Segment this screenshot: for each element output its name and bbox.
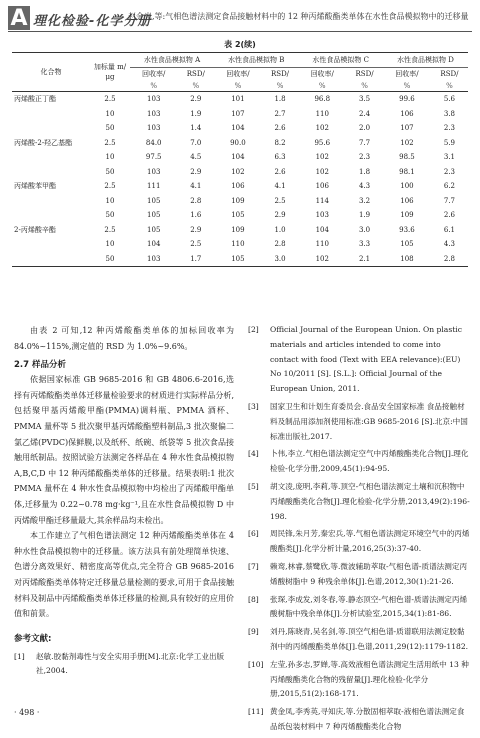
cell-rsd: 7.7 <box>358 138 371 147</box>
cell-recovery: 100 <box>400 182 414 191</box>
reference-number: [3] <box>248 401 259 411</box>
cell-recovery: 104 <box>231 153 245 162</box>
cell-recovery: 101 <box>231 95 245 104</box>
header-unit: % <box>446 81 453 90</box>
table-row <box>12 194 468 209</box>
cell-rsd: 3.8 <box>443 109 456 118</box>
cell-rsd: 1.8 <box>274 95 286 104</box>
reference-number: [9] <box>248 627 259 637</box>
cell-recovery: 99.6 <box>399 95 415 104</box>
cell-recovery: 102 <box>315 167 329 176</box>
reference-text: 黄金凤,李秀英,寻知庆,等.分散固相萃取-液相色谱法测定食品纸包装材料中 7 种丙烯酸酯类化合物 <box>270 707 465 731</box>
header-compound: 化合物 <box>40 68 62 76</box>
cell-rsd: 5.6 <box>443 95 456 104</box>
cell-rsd: 1.9 <box>358 211 371 220</box>
cell-recovery: 105 <box>147 211 161 220</box>
cell-recovery: 84.0 <box>145 138 162 147</box>
header-simulant-d: 水性食品模拟物 D <box>383 53 468 68</box>
conclusion-paragraph: 本工作建立了气相色谱法测定 12 种丙烯酸酯类单体在 4 种水性食品模拟物中的迁移量。该方法具有前处理简单快速、色谱分离效果好、精密度高等优点,完全符合 GB 9685-2016 对丙烯酸酯类单体特定迁移量总量检测的要求,可用于食品接触材料及制品中丙烯酸酯类单体迁移量的检测,具有较好的应用价值和前景。 <box>14 531 234 619</box>
cell-recovery: 105 <box>231 211 245 220</box>
cell-rsd: 5.9 <box>443 138 456 147</box>
cell-rsd: 4.5 <box>190 153 202 162</box>
reference-item <box>248 527 470 557</box>
header-recovery: 回收率/ <box>395 70 419 78</box>
cell-recovery: 103 <box>147 109 161 118</box>
cell-recovery: 102 <box>231 167 245 176</box>
cell-rsd: 6.2 <box>443 182 456 191</box>
cell-spike: 10 <box>105 196 115 205</box>
table-row <box>12 252 468 267</box>
cell-rsd: 2.5 <box>190 240 202 249</box>
reference-item <box>248 658 470 702</box>
cell-recovery: 110 <box>315 109 329 118</box>
table-row <box>12 237 468 252</box>
cell-recovery: 90.0 <box>230 138 246 147</box>
table-row <box>12 121 468 136</box>
header-rsd: RSD/ <box>271 70 290 78</box>
cell-rsd: 2.8 <box>190 196 202 205</box>
cell-recovery: 110 <box>231 240 245 249</box>
cell-rsd: 2.9 <box>190 225 202 234</box>
reference-text: 赖鸾,林睿,蔡鹭欣,等.微波辅助萃取-气相色谱-质谱法测定丙烯酸树脂中 9 种残余单体[J].色谱,2012,30(1):21-26. <box>270 561 468 586</box>
header-unit: % <box>361 81 368 90</box>
cell-rsd: 1.9 <box>190 109 202 118</box>
cell-recovery: 102 <box>315 254 329 263</box>
cell-recovery: 106 <box>400 109 414 118</box>
cell-recovery: 95.6 <box>314 138 331 147</box>
cell-recovery: 105 <box>147 196 161 205</box>
cell-recovery: 104 <box>147 240 161 249</box>
page-number: · 498 · <box>14 708 40 717</box>
table-row <box>12 208 468 223</box>
left-column <box>14 323 234 682</box>
header-rsd: RSD/ <box>355 70 374 78</box>
cell-recovery: 106 <box>231 182 245 191</box>
header-recovery: 回收率/ <box>310 70 334 78</box>
header-spike: 加标量 m/μg <box>93 63 127 81</box>
cell-rsd: 2.3 <box>443 124 456 133</box>
cell-recovery: 107 <box>231 109 245 118</box>
cell-recovery: 102 <box>400 138 414 147</box>
reference-text: 周民锋,朱月芳,秦宏兵,等.气相色谱法测定环境空气中的丙烯酸酯类[J].化学分析计量,2016,25(3):37-40. <box>270 529 470 554</box>
cell-rsd: 2.3 <box>443 167 456 176</box>
cell-recovery: 108 <box>400 254 414 263</box>
header-rsd: RSD/ <box>186 70 205 78</box>
reference-text: 张琛,李成发,刘冬春,等.静态顶空-气相色谱-质谱法测定丙烯酸树脂中残余单体[J].分析试验室,2015,34(1):81-86. <box>270 594 468 619</box>
cell-rsd: 1.0 <box>274 225 286 234</box>
cell-rsd: 2.0 <box>358 124 371 133</box>
cell-recovery: 96.8 <box>314 95 331 104</box>
running-header <box>0 0 480 38</box>
cell-recovery: 93.6 <box>399 225 415 234</box>
reference-text: 卜伟,李立.气相色谱法测定空气中丙烯酸酯类化合物[J].理化检验-化学分册,2009,45(1):94-95. <box>270 449 469 474</box>
cell-rsd: 2.3 <box>358 153 371 162</box>
cell-rsd: 1.7 <box>190 254 202 263</box>
cell-recovery: 114 <box>315 196 329 205</box>
cell-rsd: 2.9 <box>190 167 202 176</box>
header-unit: % <box>192 81 200 90</box>
journal-name: 理化检验-化学分册 <box>33 14 152 29</box>
cell-rsd: 1.8 <box>358 167 371 176</box>
reference-text: 左莹,孙多志,罗婵,等.高效液相色谱法测定生活用纸中 13 种丙烯酸酯类化合物的残留量[J].理化检验-化学分册,2015,51(2):168-171. <box>270 659 469 699</box>
cell-rsd: 3.5 <box>358 95 371 104</box>
reference-item <box>248 323 470 397</box>
cell-recovery: 106 <box>400 196 414 205</box>
cell-rsd: 6.3 <box>274 153 286 162</box>
recovery-table <box>12 52 468 267</box>
section-heading: 2.7 样品分析 <box>14 360 67 371</box>
reference-number: [5] <box>248 481 259 491</box>
cell-spike: 2.5 <box>104 95 116 104</box>
table-row <box>12 179 468 194</box>
reference-item <box>248 400 470 444</box>
reference-number: [11] <box>248 707 264 717</box>
cell-recovery: 103 <box>147 124 161 133</box>
reference-item <box>248 593 470 623</box>
cell-recovery: 97.5 <box>145 153 162 162</box>
header-rsd: RSD/ <box>440 70 459 78</box>
header-simulant-b: 水性食品模拟物 B <box>214 53 298 68</box>
cell-recovery: 105 <box>231 254 245 263</box>
reference-number: [2] <box>248 325 259 334</box>
cell-rsd: 2.6 <box>274 124 286 133</box>
cell-rsd: 4.3 <box>358 182 371 191</box>
cell-compound <box>12 208 90 223</box>
cell-recovery: 103 <box>147 167 161 176</box>
cell-rsd: 7.0 <box>190 138 202 147</box>
cell-recovery: 102 <box>315 124 329 133</box>
cell-rsd: 2.6 <box>443 211 456 220</box>
table-title: 表 2(续) <box>224 40 256 49</box>
reference-item: [1] 赵敏.胶黏剂毒性与安全实用手册[M].北京:化学工业出版社,2004. <box>14 651 225 676</box>
reference-text: 国家卫生和计划生育委员会.食品安全国家标准 食品接触材料及制品用添加剂使用标准:GB 9685-2016 [S].北京:中国标准出版社,2017. <box>270 401 468 441</box>
cell-compound: 2-丙烯酸辛酯 <box>14 225 56 234</box>
cell-compound <box>12 252 90 267</box>
cell-compound: 丙烯酸苯甲酯 <box>14 182 56 191</box>
cell-compound: 丙烯酸正丁酯 <box>14 95 56 104</box>
table-row <box>12 223 468 238</box>
cell-rsd: 3.0 <box>274 254 286 263</box>
cell-spike: 10 <box>105 153 115 162</box>
cell-recovery: 107 <box>400 124 414 133</box>
cell-spike: 2.5 <box>104 225 116 234</box>
cell-compound: 丙烯酸-2-羟乙基酯 <box>14 138 73 147</box>
cell-rsd: 1.6 <box>190 211 202 220</box>
cell-compound <box>12 121 90 136</box>
reference-item <box>248 447 470 477</box>
cell-compound <box>12 237 90 252</box>
cell-recovery: 109 <box>231 196 245 205</box>
reference-number: [8] <box>248 594 259 604</box>
reference-item <box>248 625 470 655</box>
header-divider <box>8 31 472 32</box>
cell-rsd: 2.8 <box>443 254 456 263</box>
reference-item <box>248 480 470 524</box>
cell-rsd: 6.1 <box>443 225 456 234</box>
reference-number: [10] <box>248 659 264 669</box>
cell-spike: 50 <box>105 254 115 263</box>
cell-recovery: 98.5 <box>399 153 415 162</box>
cell-rsd: 2.7 <box>274 109 286 118</box>
results-paragraph: 由表 2 可知,12 种丙烯酸酯类单体的加标回收率为 84.0%~115%,测定值的 RSD 为 1.0%~9.6%。 <box>14 326 234 351</box>
header-simulant-c: 水性食品模拟物 C <box>298 53 383 68</box>
cell-recovery: 110 <box>315 240 329 249</box>
running-title: 赵金光,等:气相色谱法测定食品接触材料中的 12 种丙烯酸酯类单体在水性食品模拟物中的迁移量 <box>128 12 469 21</box>
cell-recovery: 103 <box>147 95 161 104</box>
header-recovery: 回收率/ <box>226 70 250 78</box>
cell-compound <box>12 107 90 122</box>
cell-spike: 50 <box>105 124 115 133</box>
table-row <box>12 136 468 151</box>
references-heading: 参考文献: <box>14 633 52 644</box>
cell-recovery: 103 <box>315 211 329 220</box>
header-unit: % <box>403 81 411 90</box>
header-recovery: 回收率/ <box>142 70 166 78</box>
cell-rsd: 2.9 <box>190 95 202 104</box>
cell-rsd: 3.2 <box>358 196 371 205</box>
table-row <box>12 107 468 122</box>
cell-rsd: 2.4 <box>358 109 371 118</box>
header-simulant-a: 水性食品模拟物 A <box>130 53 214 68</box>
cell-rsd: 3.0 <box>358 225 371 234</box>
cell-rsd: 7.7 <box>443 196 456 205</box>
cell-recovery: 109 <box>231 225 245 234</box>
reference-item <box>248 560 470 590</box>
cell-rsd: 2.5 <box>274 196 286 205</box>
journal-logo: A <box>8 6 30 30</box>
cell-rsd: 2.6 <box>274 167 286 176</box>
sample-analysis-paragraph: 依据国家标准 GB 9685-2016 和 GB 4806.6-2016,选择有丙烯酸酯类单体迁移量检验要求的材质进行实际样品分析,包括聚甲基丙烯酸甲酯(PMMA)调料瓶、PMMA 酒杯、PMMA 量杯等 5 批次聚甲基丙烯酸酯塑料制品,3 批次聚偏二氯乙烯(PVDC)保鲜膜,以及纸杯、纸碗、纸袋等 5 批次食品接触用纸制品。按照试验方法测定各样品在 4 种水性食品模拟物 A,B,C,D 中 12 种丙烯酸酯类单体的迁移量。结果表明:1 批次 PMMA 量杯在 4 种水性食品模拟物中均检出了丙烯酸甲酯单体,迁移量为 0.22~0.78 mg·kg⁻¹,且在水性食品模拟物 D 中丙烯酸甲酯迁移量最大,其余样品均未检出。 <box>14 375 234 525</box>
reference-item <box>248 705 470 735</box>
reference-number: [7] <box>248 561 259 571</box>
reference-text: 刘丹,陈晓青,吴名剑,等.顶空气相色谱-质谱联用法测定胶黏剂中的丙烯酸酯类单体[J].色谱,2011,29(12):1179-1182. <box>270 627 469 651</box>
cell-rsd: 3.3 <box>358 240 371 249</box>
table-row <box>12 165 468 180</box>
right-column <box>248 323 470 738</box>
header-unit: % <box>234 81 242 90</box>
cell-recovery: 111 <box>147 182 161 191</box>
cell-spike: 2.5 <box>104 182 116 191</box>
cell-rsd: 4.1 <box>190 182 202 191</box>
cell-rsd: 2.1 <box>358 254 371 263</box>
reference-text: Official Journal of the European Union. On plastic materials and articles intended to come into contact with food (Text with EEA relevance):(EU) No 10/2011 [S]. [S.L.]: Official Journal of the European Union, 2011. <box>270 325 462 394</box>
cell-rsd: 1.4 <box>190 124 202 133</box>
cell-spike: 2.5 <box>104 138 116 147</box>
cell-recovery: 104 <box>231 124 245 133</box>
cell-recovery: 109 <box>400 211 414 220</box>
cell-rsd: 2.9 <box>274 211 286 220</box>
header-unit: % <box>276 81 284 90</box>
table-row <box>12 92 468 107</box>
cell-recovery: 106 <box>315 182 329 191</box>
header-unit: % <box>150 81 158 90</box>
cell-rsd: 3.1 <box>443 153 456 162</box>
cell-spike: 10 <box>105 109 115 118</box>
reference-text: 胡文凌,庞明,李莉,等.顶空-气相色谱法测定土壤和沉积物中丙烯酸酯类化合物[J].理化检验-化学分册,2013,49(2):196-198. <box>270 481 470 521</box>
table-row <box>12 150 468 165</box>
cell-rsd: 8.2 <box>274 138 286 147</box>
cell-rsd: 2.8 <box>274 240 286 249</box>
cell-rsd: 4.3 <box>443 240 456 249</box>
cell-spike: 50 <box>105 167 115 176</box>
cell-recovery: 102 <box>315 153 329 162</box>
cell-compound <box>12 165 90 180</box>
cell-compound <box>12 150 90 165</box>
cell-spike: 10 <box>105 240 115 249</box>
cell-recovery: 105 <box>400 240 414 249</box>
cell-rsd: 4.1 <box>274 182 286 191</box>
cell-compound <box>12 194 90 209</box>
cell-recovery: 98.1 <box>399 167 415 176</box>
reference-number: [4] <box>248 449 259 459</box>
cell-recovery: 103 <box>147 254 161 263</box>
reference-number: [6] <box>248 529 259 539</box>
header-unit: % <box>318 81 326 90</box>
cell-recovery: 104 <box>315 225 329 234</box>
cell-recovery: 105 <box>147 225 161 234</box>
cell-spike: 50 <box>105 211 115 220</box>
